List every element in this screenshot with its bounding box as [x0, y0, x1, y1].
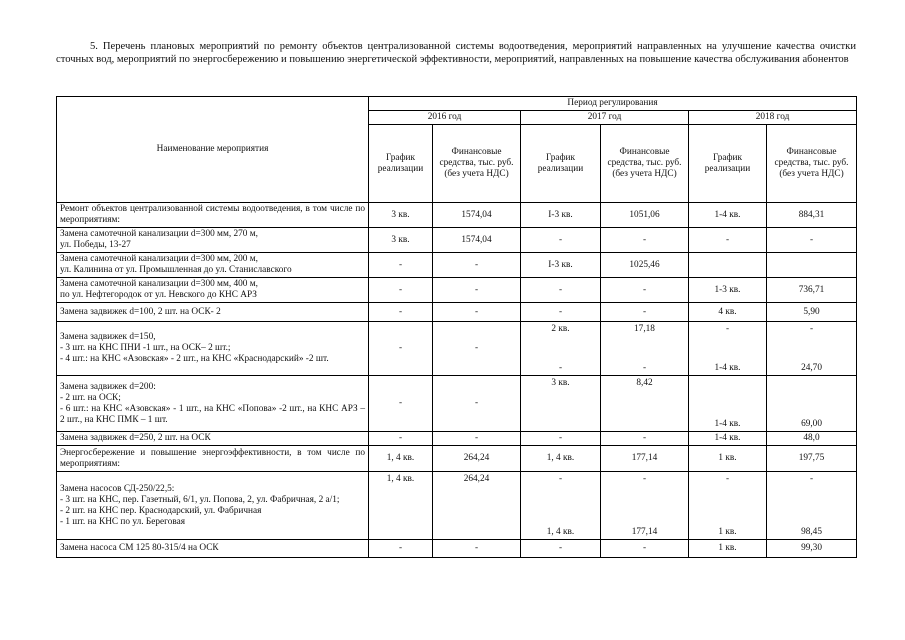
cell-2017-finance: - — [601, 303, 689, 322]
cell-value — [524, 419, 597, 430]
measure-name — [57, 540, 369, 558]
cell-2018-finance: 884,31 — [767, 203, 857, 228]
header-finance: Финансовые средства, тыс. руб. (без учета НДС) — [767, 125, 857, 203]
cell-2016-schedule: 3 кв. — [369, 228, 433, 253]
cell-2016-schedule: - — [369, 432, 433, 446]
cell-2018-schedule — [689, 253, 767, 278]
header-finance: Финансовые средства, тыс. руб. (без учета НДС) — [601, 125, 689, 203]
measure-name-line: - 2 шт. на КНС пер. Краснодарский, ул. Фабричная — [60, 505, 262, 516]
cell-2016-schedule: - — [369, 253, 433, 278]
table-row — [57, 303, 857, 322]
cell-2018-finance: 5,90 — [767, 303, 857, 322]
cell-2017-schedule: - — [521, 540, 601, 558]
cell-2016-finance: - — [433, 540, 521, 558]
measure-name — [57, 376, 369, 432]
measure-name-line: ул. Победы, 13-27 — [60, 240, 131, 250]
table-row — [57, 432, 857, 446]
cell-2018-schedule — [689, 376, 767, 432]
cell-value: - — [809, 473, 814, 484]
cell-value: 1-4 кв. — [714, 418, 741, 429]
cell-2018-schedule: 4 кв. — [689, 303, 767, 322]
cell-2018-schedule — [689, 472, 767, 540]
measure-name — [57, 446, 369, 472]
cell-2016-schedule: - — [369, 278, 433, 303]
cell-2017-schedule: - — [521, 228, 601, 253]
cell-2018-finance — [767, 376, 857, 432]
cell-value: 2 кв. — [551, 323, 570, 334]
table-header — [57, 97, 857, 203]
cell-value: 177,14 — [631, 526, 658, 537]
cell-2016-finance: - — [433, 376, 521, 432]
measure-name-line: Замена самотечной канализации d=300 мм, 200 м, — [60, 254, 258, 264]
cell-value: 1 кв. — [718, 526, 737, 537]
cell-2018-finance — [767, 253, 857, 278]
cell-value — [436, 527, 517, 538]
measure-name — [57, 228, 369, 253]
measure-name-line: - 3 шт. на КНС ПНИ -1 шт., на ОСК– 2 шт.; — [60, 343, 231, 353]
header-name: Наименование мероприятия — [57, 97, 369, 203]
measure-name-line: Замена насосов СД-250/22,5: — [60, 483, 175, 494]
cell-value: 98,45 — [801, 526, 822, 537]
cell-2017-finance: - — [601, 278, 689, 303]
cell-value — [770, 378, 853, 389]
header-schedule: График реализации — [369, 125, 433, 203]
table-row — [57, 253, 857, 278]
measure-name-line: - 6 шт.: на КНС «Азовская» - 1 шт., на КНС «Попова» -2 шт., на КНС АРЗ – 2 шт., на КНС ПМК – 1 шт. — [60, 403, 365, 425]
table-row — [57, 446, 857, 472]
cell-value: 24,70 — [801, 362, 822, 373]
measure-name — [57, 278, 369, 303]
cell-value — [692, 378, 763, 389]
measure-name — [57, 322, 369, 376]
cell-2016-schedule: - — [369, 376, 433, 432]
measure-name-line: Замена задвижек d=250, 2 шт. на ОСК — [60, 433, 211, 443]
measures-table — [56, 96, 857, 558]
section-heading: 5. Перечень плановых мероприятий по ремонту объектов централизованной системы водоотведения, мероприятий направленных на улучшение качества очистки сточных вод, мероприятий по энергосбережению и повышению энергетической эффективности, мероприятий, направленных на повышение качества обслуживания абонентов — [56, 41, 856, 66]
measure-name-line: - 4 шт.: на КНС «Азовская» - 2 шт., на КНС «Краснодарский» -2 шт. — [60, 354, 329, 364]
header-period: Период регулирования — [369, 97, 857, 111]
cell-2016-schedule: 1, 4 кв. — [369, 446, 433, 472]
cell-2017-finance — [601, 472, 689, 540]
table-row — [57, 376, 857, 432]
measure-name-line: Энергосбережение и повышение энергоэффективности, в том числе по мероприятиям: — [60, 447, 365, 469]
cell-value: 264,24 — [463, 473, 490, 484]
cell-2018-finance: 197,75 — [767, 446, 857, 472]
cell-2018-schedule: - — [689, 228, 767, 253]
cell-2016-finance: - — [433, 253, 521, 278]
cell-value: - — [725, 473, 730, 484]
measure-name-line: по ул. Нефтегородок от ул. Невского до КНС АРЗ — [60, 290, 257, 300]
cell-2016-finance — [433, 472, 521, 540]
measure-name-line: Замена самотечной канализации d=300 мм, 270 м, — [60, 229, 258, 239]
cell-2017-finance: - — [601, 432, 689, 446]
cell-2017-schedule — [521, 322, 601, 376]
cell-2018-finance: 99,30 — [767, 540, 857, 558]
header-year-2018: 2018 год — [689, 111, 857, 125]
cell-2017-finance: - — [601, 540, 689, 558]
measure-name-line: Замена задвижек d=150, — [60, 332, 156, 342]
cell-2017-schedule: - — [521, 303, 601, 322]
table-row — [57, 540, 857, 558]
cell-value: - — [725, 323, 730, 334]
table-row — [57, 278, 857, 303]
cell-2017-finance: 1051,06 — [601, 203, 689, 228]
cell-2016-finance: - — [433, 278, 521, 303]
cell-value: - — [558, 473, 563, 484]
cell-value: - — [558, 362, 563, 373]
header-finance: Финансовые средства, тыс. руб. (без учета НДС) — [433, 125, 521, 203]
cell-2018-finance — [767, 322, 857, 376]
cell-value: 1, 4 кв. — [546, 526, 575, 537]
cell-2016-schedule: - — [369, 322, 433, 376]
cell-2017-finance: - — [601, 228, 689, 253]
cell-2018-schedule: 1-3 кв. — [689, 278, 767, 303]
cell-2016-finance: 264,24 — [433, 446, 521, 472]
cell-value: 1, 4 кв. — [386, 473, 415, 484]
cell-2016-finance: - — [433, 432, 521, 446]
cell-value: - — [809, 323, 814, 334]
cell-2018-finance: 48,0 — [767, 432, 857, 446]
header-schedule: График реализации — [521, 125, 601, 203]
header-schedule: График реализации — [689, 125, 767, 203]
cell-2018-finance: 736,71 — [767, 278, 857, 303]
measure-name-line: Замена задвижек d=100, 2 шт. на ОСК- 2 — [60, 306, 221, 317]
measure-name-line: Замена задвижек d=200: — [60, 381, 156, 392]
cell-2017-finance: 177,14 — [601, 446, 689, 472]
measure-name-line: Замена насоса СМ 125 80-315/4 на ОСК — [60, 543, 219, 553]
table-row — [57, 322, 857, 376]
header-year-2016: 2016 год — [369, 111, 521, 125]
measure-name-line: - 3 шт. на КНС, пер. Газетный, 6/1, ул. Попова, 2, ул. Фабричная, 2 а/1; — [60, 494, 340, 505]
cell-2017-schedule — [521, 472, 601, 540]
measure-name-line: Замена самотечной канализации d=300 мм, 400 м, — [60, 279, 258, 289]
cell-value: 3 кв. — [551, 377, 570, 388]
cell-2016-schedule: - — [369, 540, 433, 558]
table-row — [57, 203, 857, 228]
cell-2017-schedule: - — [521, 278, 601, 303]
measure-name-line: Ремонт объектов централизованной системы водоотведения, в том числе по мероприятиям: — [60, 204, 365, 225]
cell-2018-schedule: 1-4 кв. — [689, 203, 767, 228]
table-row — [57, 228, 857, 253]
cell-2016-schedule: - — [369, 303, 433, 322]
measure-name — [57, 203, 369, 228]
cell-value: 1-4 кв. — [714, 362, 741, 373]
cell-2018-finance — [767, 472, 857, 540]
cell-2018-schedule: 1 кв. — [689, 446, 767, 472]
cell-value — [372, 527, 429, 538]
cell-2017-finance — [601, 322, 689, 376]
cell-value: 17,18 — [634, 323, 655, 334]
measure-name — [57, 432, 369, 446]
measure-name — [57, 253, 369, 278]
cell-2018-schedule: 1 кв. — [689, 540, 767, 558]
cell-2017-schedule: I-3 кв. — [521, 253, 601, 278]
cell-2017-finance — [601, 376, 689, 432]
cell-2017-schedule: - — [521, 432, 601, 446]
measure-name-line: ул. Калинина от ул. Промышленная до ул. Станиславского — [60, 265, 292, 275]
cell-2017-schedule — [521, 376, 601, 432]
cell-2016-schedule — [369, 472, 433, 540]
cell-value: - — [642, 362, 647, 373]
cell-2018-finance: - — [767, 228, 857, 253]
cell-2017-finance: 1025,46 — [601, 253, 689, 278]
cell-2016-finance: 1574,04 — [433, 203, 521, 228]
cell-2018-schedule: 1-4 кв. — [689, 432, 767, 446]
measure-name — [57, 303, 369, 322]
cell-value: 8,42 — [636, 377, 653, 388]
cell-value — [604, 419, 685, 430]
table-row — [57, 472, 857, 540]
measure-name — [57, 472, 369, 540]
cell-2017-schedule: I-3 кв. — [521, 203, 601, 228]
cell-value: 69,00 — [801, 418, 822, 429]
measure-name-line: - 2 шт. на ОСК; — [60, 392, 121, 403]
measure-name-line: - 1 шт. на КНС по ул. Береговая — [60, 516, 186, 527]
header-year-2017: 2017 год — [521, 111, 689, 125]
cell-2017-schedule: 1, 4 кв. — [521, 446, 601, 472]
cell-2016-finance: - — [433, 303, 521, 322]
cell-value: - — [642, 473, 647, 484]
cell-2016-finance: - — [433, 322, 521, 376]
table-body — [57, 203, 857, 558]
cell-2016-schedule: 3 кв. — [369, 203, 433, 228]
cell-2018-schedule — [689, 322, 767, 376]
cell-2016-finance: 1574,04 — [433, 228, 521, 253]
